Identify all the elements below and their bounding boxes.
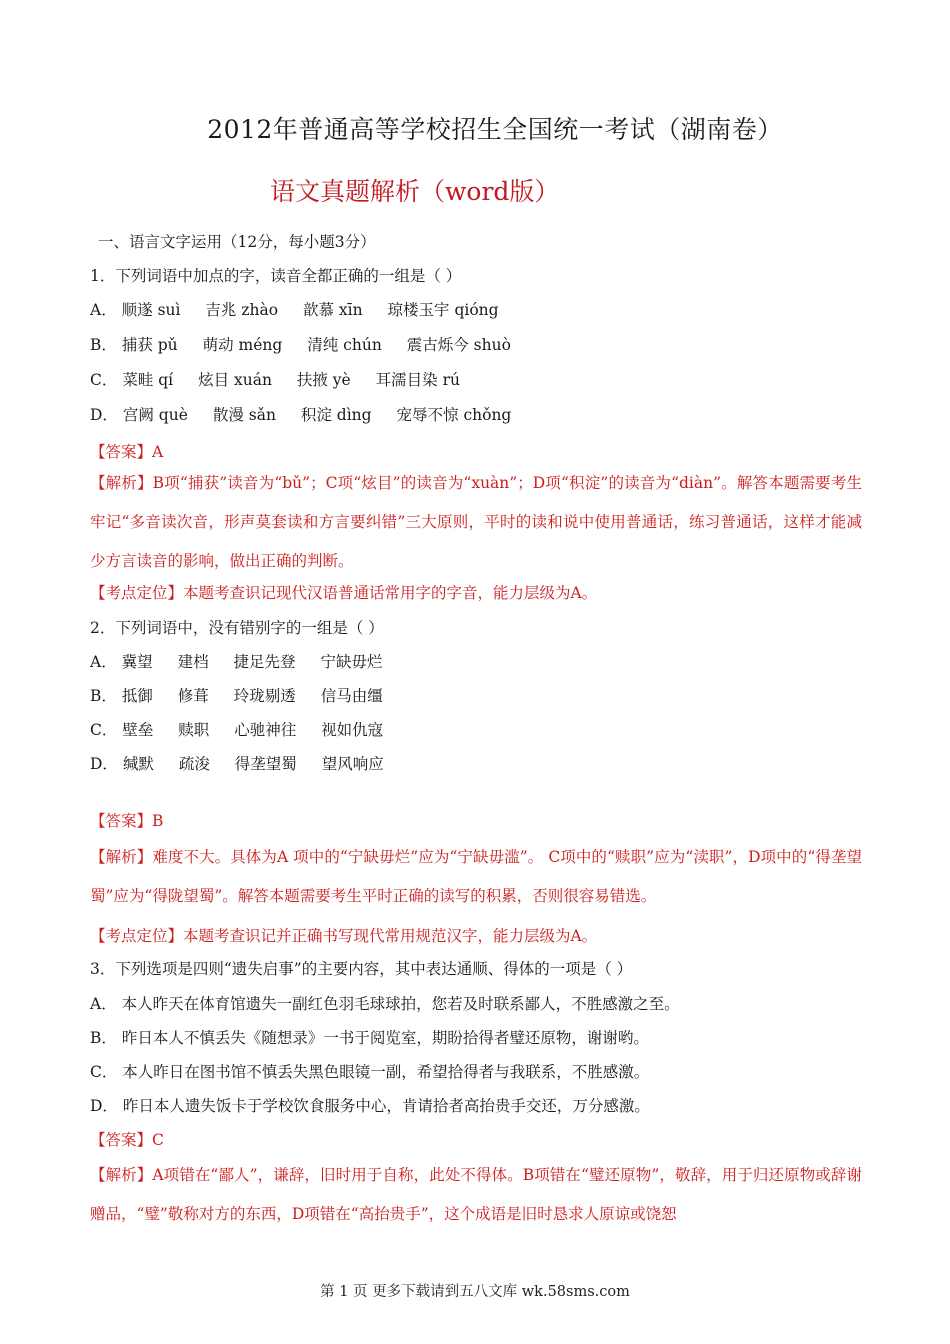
- option-word: 视如仇寇: [321, 721, 384, 739]
- option-word: 得垄望蜀: [234, 755, 297, 773]
- option-letter: A．: [90, 653, 117, 671]
- q1-answer: 【答案】A: [90, 443, 164, 461]
- option-word: 宠辱不惊 chǒng: [396, 406, 512, 424]
- q2-option-a: [90, 652, 403, 672]
- q2-option-b: [90, 686, 403, 706]
- page-title: 2012年普通高等学校招生全国统一考试（湖南卷）: [207, 115, 783, 144]
- q3-option-c: C． 本人昨日在图书馆不慎丢失黑色眼镜一副，希望拾得者与我联系，不胜感激。: [90, 1063, 650, 1081]
- option-word: 歆慕 xīn: [303, 301, 363, 319]
- option-word: 顺遂 suì: [121, 301, 181, 319]
- option-word: 疏浚: [178, 755, 210, 773]
- option-word: 赎职: [178, 721, 210, 739]
- option-word: 捕获 pǔ: [121, 336, 178, 354]
- q1-option-b: [90, 335, 531, 355]
- option-word: 修葺: [177, 687, 209, 705]
- option-word: 信马由缰: [320, 687, 383, 705]
- option-word: 心驰神往: [234, 721, 297, 739]
- option-word: 散漫 sǎn: [212, 406, 276, 424]
- option-word: 捷足先登: [233, 653, 296, 671]
- q3-option-d: D． 昨日本人遗失饭卡于学校饮食服务中心，肯请拾者高抬贵手交还，万分感激。: [90, 1097, 650, 1115]
- option-word: 缄默: [122, 755, 154, 773]
- option-word: 炫目 xuán: [198, 371, 272, 389]
- q3-answer: 【答案】C: [90, 1131, 164, 1149]
- q2-option-d: [90, 754, 404, 774]
- option-letter: D．: [90, 406, 118, 424]
- option-letter: A．: [90, 301, 117, 319]
- option-letter: D．: [90, 755, 118, 773]
- page-subtitle: 语文真题解析（word版）: [270, 177, 560, 206]
- option-word: 扶掖 yè: [296, 371, 351, 389]
- option-word: 宁缺毋烂: [320, 653, 383, 671]
- option-word: 抵御: [121, 687, 153, 705]
- option-word: 积淀 dìng: [300, 406, 372, 424]
- q1-option-d: [90, 405, 531, 425]
- option-word: 吉兆 zhào: [205, 301, 279, 319]
- q3-stem: 3．下列选项是四则“遗失启事”的主要内容，其中表达通顺、得体的一项是（ ）: [90, 960, 633, 978]
- option-letter: B．: [90, 336, 117, 354]
- option-letter: B．: [90, 687, 117, 705]
- page-footer: 第 1 页 更多下载请到五八文库 wk.58sms.com: [320, 1284, 630, 1300]
- option-word: 宫阙 què: [122, 406, 188, 424]
- q1-option-c: [90, 370, 480, 390]
- q2-knowledge-point: 【考点定位】本题考查识记并正确书写现代常用规范汉字，能力层级为A。: [90, 927, 598, 945]
- q3-option-b: B． 昨日本人不慎丢失《随想录》一书于阅览室，期盼拾得者璧还原物，谢谢哟。: [90, 1029, 649, 1047]
- option-word: 壁垒: [122, 721, 154, 739]
- option-word: 耳濡目染 rú: [375, 371, 460, 389]
- q2-stem: 2．下列词语中，没有错别字的一组是（ ）: [90, 619, 384, 637]
- option-word: 望风响应: [321, 755, 384, 773]
- q3-option-a: A． 本人昨天在体育馆遗失一副红色羽毛球球拍，您若及时联系鄙人，不胜感激之至。: [90, 995, 680, 1013]
- option-word: 冀望: [121, 653, 153, 671]
- q2-analysis: 【解析】难度不大。具体为A 项中的“宁缺毋烂”应为“宁缺毋滥”。 C项中的“赎职”应为“渎职”，D项中的“得垄望蜀”应为“得陇望蜀”。解答本题需要考生平时正确的读写的积累，否则很容易错选。: [90, 848, 862, 905]
- option-word: 琼楼玉宇 qióng: [387, 301, 499, 319]
- option-word: 玲珑剔透: [233, 687, 296, 705]
- option-word: 菜畦 qí: [122, 371, 174, 389]
- option-word: 建档: [177, 653, 209, 671]
- q1-option-a: [90, 300, 519, 320]
- option-word: 萌动 méng: [202, 336, 283, 354]
- q2-answer: 【答案】B: [90, 812, 164, 830]
- q1-analysis: 【解析】B项“捕获”读音为“bǔ”；C项“炫目”的读音为“xuàn”；D项“积淀”的读音为“diàn”。解答本题需要考生牢记“多音读次音，形声莫套读和方言要纠错”三大原则，平时的读和说中使用普通话，练习普通话，这样才能减少方言读音的影响，做出正确的判断。: [90, 474, 862, 570]
- q1-stem: 1．下列词语中加点的字，读音全都正确的一组是（ ）: [90, 267, 462, 285]
- option-letter: C．: [90, 721, 118, 739]
- q3-analysis: 【解析】A项错在“鄙人”，谦辞，旧时用于自称，此处不得体。B项错在“璧还原物”，敬辞，用于归还原物或辞谢赠品，“璧”敬称对方的东西，D项错在“高抬贵手”，这个成语是旧时恳求人原谅或饶恕: [90, 1166, 862, 1223]
- q1-knowledge-point: 【考点定位】本题考查识记现代汉语普通话常用字的字音，能力层级为A。: [90, 584, 598, 602]
- option-word: 清纯 chún: [307, 336, 382, 354]
- option-letter: C．: [90, 371, 118, 389]
- section-heading: 一、语言文字运用（12分，每小题3分）: [98, 233, 376, 251]
- option-word: 震古烁今 shuò: [406, 336, 511, 354]
- q2-option-c: [90, 720, 403, 740]
